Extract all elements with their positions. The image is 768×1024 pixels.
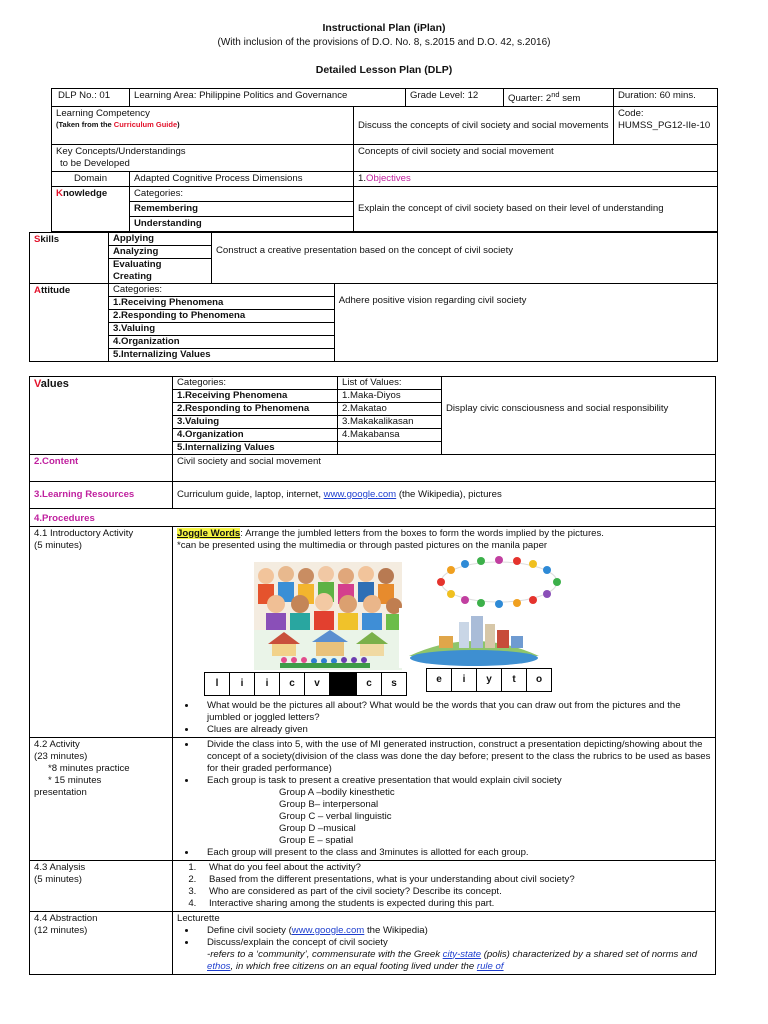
analysis-content [173, 860, 716, 911]
list-item: • Each group will present to the class and 3minutes is allotted for each group. [197, 847, 711, 859]
skills-label: Skills [30, 233, 109, 284]
google-link[interactable]: www.google.com [323, 488, 397, 500]
skills-objective: Construct a creative presentation based on the concept of civil society [212, 233, 718, 284]
google-link[interactable]: www.google.com [291, 924, 365, 936]
info-table [51, 88, 718, 232]
duration: Duration: 60 mins. [614, 89, 718, 107]
acpd-header: Adapted Cognitive Process Dimensions [130, 172, 354, 187]
city-state-link[interactable]: city-state [442, 948, 482, 960]
ring-of-people-picture [429, 554, 569, 610]
learning-competency-label: Learning Competency (Taken from the Curriculum Guide) [52, 107, 354, 145]
values-objective: Display civic consciousness and social responsibility [446, 403, 669, 414]
abstraction-label: 4.4 Abstraction (12 minutes) [30, 911, 173, 974]
objectives-header: 1.Objectives [354, 172, 718, 187]
city-picture [399, 608, 549, 668]
list-item: • Divide the class into 5, with the use of MI generated instruction, construct a presentation depicting/showing about the concept of a society(division of the class was done the day before; present to the class the rubrics to be used as bases for their graded performance) [197, 739, 711, 775]
plan-subtitle: (With inclusion of the provisions of D.O. No. 8, s.2015 and D.O. 42, s.2016) [217, 37, 551, 48]
key-concepts-label: Key Concepts/Understandings to be Developed [52, 145, 354, 172]
civil-society-definition: -refers to a ‘community’, commensurate with the Greek city-state (polis) characterized by a shared set of norms and ethos, in which free citizens on an equal footing lived under the rule of [207, 948, 698, 972]
list-item: 4. Interactive sharing among the students is expected during this part. [199, 898, 711, 910]
abstraction-content: Lecturette • Define civil society (www.google.com the Wikipedia) • Discuss/explain the concept of civil society -refers to a ‘community’, commensurate with the Greek city-state (polis) characterized by a shared set of norms and ethos, in which free citizens on an equal footing lived under the rule of [173, 911, 716, 974]
list-item: • Each group is task to present a creative presentation that would explain civil society Group A –bodily kinesthetic Group B– interpersonal Group C – verbal linguistic Group D –musical Group E – spatial [197, 775, 711, 847]
list-item: • Discuss/explain the concept of civil society -refers to a ‘community’, commensurate with the Greek city-state (polis) characterized by a shared set of norms and ethos, in which free citizens on an equal footing lived under the rule of [197, 937, 711, 973]
key-concepts-text: Concepts of civil society and social movement [354, 145, 718, 172]
list-item: • Define civil society (www.google.com the Wikipedia) [197, 925, 711, 937]
crowd-picture [254, 562, 402, 630]
quarter: Quarter: 2nd sem [504, 89, 614, 107]
resources-text: Curriculum guide, laptop, internet, www.google.com (the Wikipedia), pictures [173, 481, 716, 508]
jumbled-letters-row-1: l i i c v c s [205, 672, 407, 696]
group-list: Group A –bodily kinesthetic Group B– interpersonal Group C – verbal linguistic Group D –musical Group E – spatial [279, 786, 395, 846]
skills-levels: Applying Analyzing Evaluating Creating [109, 233, 212, 284]
learning-area: Learning Area: Philippine Politics and Governance [130, 89, 406, 107]
jumbled-letters-row-2: e i y t o [427, 668, 552, 692]
list-item: 2. Based from the different presentations, what is your understanding about civil society? [199, 874, 711, 886]
procedures-label: 4.Procedures [30, 508, 716, 526]
content-text: Civil society and social movement [173, 454, 716, 481]
list-item: 1. What do you feel about the activity? [199, 862, 711, 874]
dlp-number: DLP No.: 01 [52, 89, 130, 107]
rule-of-link[interactable]: rule of [476, 960, 504, 972]
values-detail: Categories: 1.Receiving Phenomena 2.Responding to Phenomena 3.Valuing 4.Organization 5.Internalizing Values List of Values: 1.Maka-Diyos 2.Makatao 3.Makakalikasan 4.Makabansa Display civic consciousness and social responsibility [173, 377, 716, 455]
activity-label: 4.2 Activity (23 minutes) *8 minutes practice * 15 minutes presentation [30, 737, 173, 860]
ethos-link[interactable]: ethos [207, 960, 231, 972]
list-item: 3. Who are considered as part of the civil society? Describe its concept. [199, 886, 711, 898]
analysis-label: 4.3 Analysis (5 minutes) [30, 860, 173, 911]
attitude-label: Attitude [30, 283, 109, 361]
knowledge-label: Knowledge [52, 187, 130, 232]
community-picture [254, 630, 402, 670]
resources-label: 3.Learning Resources [30, 481, 173, 508]
intro-questions [177, 700, 711, 736]
skills-attitude-table [29, 232, 718, 362]
competency-code: Code: HUMSS_PG12-IIe-10 [614, 107, 718, 145]
activity-content [173, 737, 716, 860]
attitude-objective: Adhere positive vision regarding civil society [334, 283, 717, 361]
learning-competency-text: Discuss the concepts of civil society and social movements [354, 107, 614, 145]
content-label: 2.Content [30, 454, 173, 481]
attitude-categories: Categories: 1.Receiving Phenomena 2.Responding to Phenomena 3.Valuing 4.Organization 5.Internalizing Values [109, 283, 335, 361]
plan-title: Instructional Plan (iPlan) [322, 22, 446, 34]
grade-level: Grade Level: 12 [406, 89, 504, 107]
dlp-title: Detailed Lesson Plan (DLP) [315, 64, 453, 76]
procedures-table [29, 376, 716, 975]
list-item: • What would be the pictures all about? What would be the words that you can draw out from the pictures and the jumbled or joggled letters? [197, 700, 711, 724]
domain-header: Domain [52, 172, 130, 187]
intro-label: 4.1 Introductory Activity (5 minutes) [30, 526, 173, 737]
intro-pictures [177, 552, 711, 692]
values-label: Values [30, 377, 173, 455]
knowledge-categories: Categories: Remembering Understanding [130, 187, 354, 232]
intro-content: Joggle Words: Arrange the jumbled letters from the boxes to form the words implied by the pictures. *can be presented using the multimedia or through pasted pictures on the manila paper l i i c v c s e i y t o • What would be the pictures all about? What would be the words that you can draw out from the pictures and the jumbled or joggled letters? • Clues are already given [173, 526, 716, 737]
list-item: • Clues are already given [197, 724, 711, 736]
knowledge-objective: Explain the concept of civil society based on their level of understanding [354, 187, 718, 232]
